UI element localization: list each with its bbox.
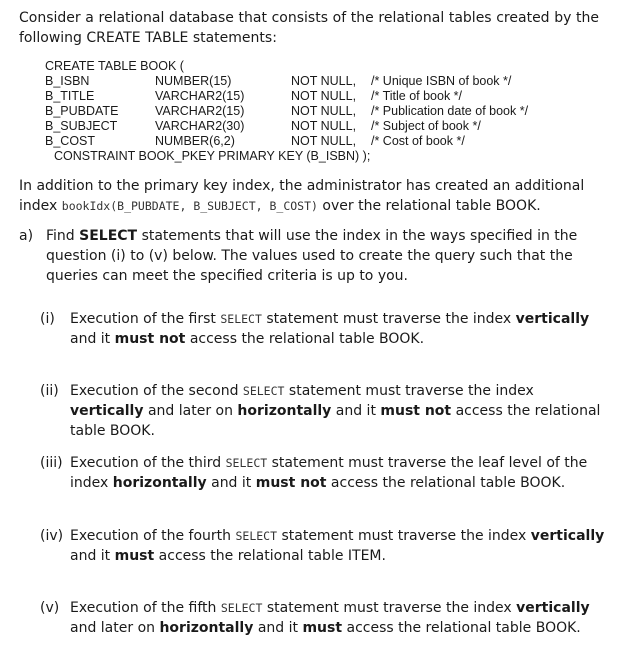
text: and it [70,331,111,347]
text: and it [70,548,111,564]
text: Execution of the second [70,383,239,399]
emphasis: horizontally [159,620,254,636]
sub-text [70,526,605,566]
ddl-type: VARCHAR2(15) [155,104,245,118]
sub-label: (i) [40,311,55,327]
text: access the relational table ITEM. [158,548,386,564]
emphasis: must not [114,331,186,347]
text: statement must traverse the index [288,383,534,399]
emphasis: horizontally [237,403,332,419]
emphasis: vertically [516,600,590,616]
text: access the relational table BOOK. [330,475,566,491]
select-keyword: SELECT [242,384,285,398]
ddl-constraint: NOT NULL, [291,89,357,103]
text: Execution of the third [70,455,222,471]
text: Execution of the first [70,311,216,327]
text: Execution of the fifth [70,600,217,616]
ddl-comment: /* Title of book */ [371,89,463,103]
question-a-post: statements that will use the index in the ways specified in the question (i) to (v) below. The values used to create the query such that the queries can meet the specified criteria is up to you. [46,228,578,284]
text: access the relational table BOOK. [189,331,425,347]
emphasis: must [114,548,155,564]
ddl-comment: /* Cost of book */ [371,134,465,148]
ddl-constraint: NOT NULL, [291,119,357,133]
emphasis: horizontally [112,475,207,491]
ddl-col: B_TITLE [45,89,95,103]
text: Execution of the fourth [70,528,232,544]
ddl-footer-text: CONSTRAINT BOOK_PKEY PRIMARY KEY (B_ISBN) ); [54,149,371,163]
index-text-1: In addition to the primary key index, the administrator has created an additional index [19,178,585,214]
intro-paragraph: Consider a relational database that consists of the relational tables created by the following CREATE TABLE statements: [19,10,599,46]
text: and later on [70,620,156,636]
sub-text [70,381,605,441]
sub-label: (v) [40,600,60,616]
ddl-type: VARCHAR2(15) [155,89,245,103]
index-definition: bookIdx(B_PUBDATE, B_SUBJECT, B_COST) [61,199,318,213]
text: and it [257,620,298,636]
ddl-type: VARCHAR2(30) [155,119,245,133]
select-keyword: SELECT [220,601,263,615]
text: statement must traverse the index [266,311,512,327]
sub-label: (ii) [40,383,59,399]
emphasis: vertically [70,403,144,419]
question-a-text [46,226,581,286]
ddl-comment: /* Unique ISBN of book */ [371,74,512,88]
select-keyword: SELECT [225,456,268,470]
ddl-constraint: NOT NULL, [291,104,357,118]
question-a-pre: Find [46,228,75,244]
ddl-constraint: NOT NULL, [291,134,357,148]
emphasis: must not [255,475,327,491]
select-keyword: SELECT [235,529,278,543]
ddl-col: B_PUBDATE [45,104,119,118]
ddl-col: B_SUBJECT [45,119,118,133]
ddl-comment: /* Subject of book */ [371,119,481,133]
index-text-2: over the relational table BOOK. [322,198,541,214]
emphasis: must not [380,403,452,419]
emphasis: vertically [515,311,590,327]
text: statement must traverse the index [281,528,527,544]
ddl-type: NUMBER(15) [155,74,232,88]
ddl-col: B_ISBN [45,74,90,88]
question-a-label: a) [19,228,34,244]
text: and it [335,403,376,419]
text: statement must traverse the leaf level of the index [70,455,588,491]
ddl-header-text: CREATE TABLE BOOK ( [45,59,184,73]
sub-text [70,309,605,349]
sub-label: (iii) [40,455,63,471]
text: statement must traverse the index [266,600,512,616]
select-keyword: SELECT [220,312,262,326]
sub-text [70,453,605,493]
emphasis: vertically [530,528,605,544]
text: and it [211,475,252,491]
ddl-comment: /* Publication date of book */ [371,104,529,118]
ddl-constraint: NOT NULL, [291,74,357,88]
question-a-keyword: SELECT [79,228,138,244]
sub-label: (iv) [40,528,64,544]
text: and later on [147,403,233,419]
ddl-col: B_COST [45,134,96,148]
sub-text [70,598,605,638]
index-paragraph [19,176,609,216]
ddl-type: NUMBER(6,2) [155,134,235,148]
text: access the relational table BOOK. [70,403,601,439]
text: access the relational table BOOK. [346,620,581,636]
emphasis: must [302,620,343,636]
